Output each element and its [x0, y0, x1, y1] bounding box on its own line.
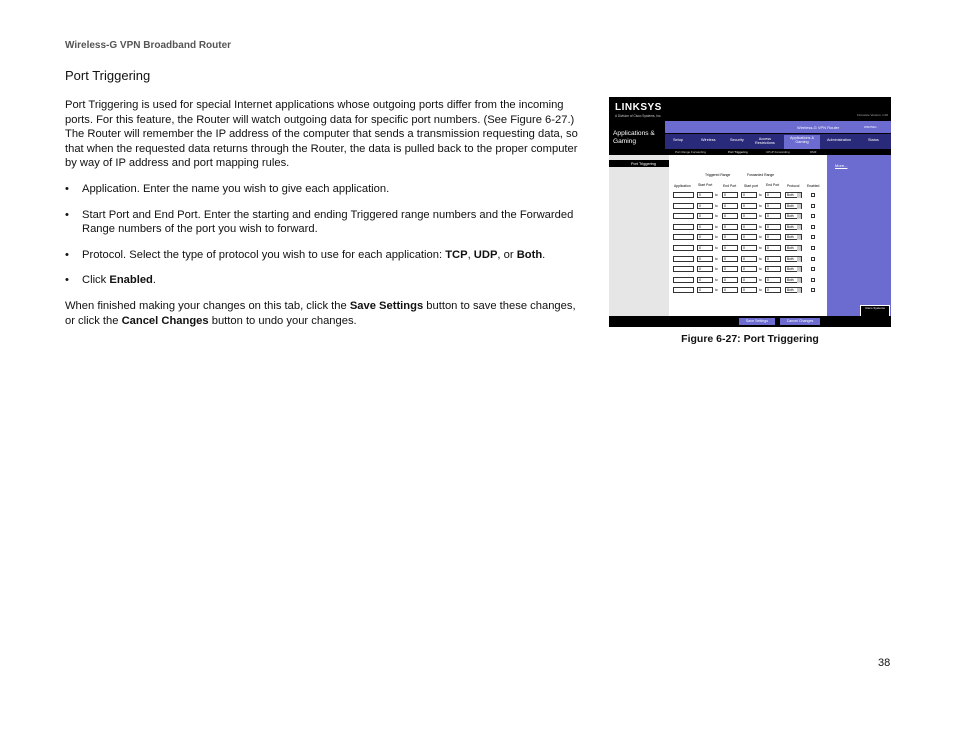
firmware-version: Firmware Version: 1.00 — [857, 113, 888, 117]
enabled-checkbox[interactable] — [811, 193, 815, 197]
end-port-input[interactable]: 0 — [722, 203, 738, 209]
application-input[interactable] — [673, 245, 694, 251]
linksys-logo: LINKSYS — [615, 102, 662, 113]
enabled-checkbox[interactable] — [811, 288, 815, 292]
bold-cancel-changes: Cancel Changes — [121, 314, 209, 327]
chevron-down-icon — [797, 267, 801, 272]
tab-label: Applications & — [789, 136, 815, 140]
separator: , — [467, 248, 474, 261]
start-port-input[interactable]: 0 — [697, 245, 713, 251]
save-settings-button[interactable]: Save Settings — [739, 318, 775, 325]
bullet-dot: • — [65, 274, 69, 287]
to-label: to — [715, 203, 718, 208]
page-number: 38 — [878, 657, 891, 669]
period: . — [152, 274, 156, 287]
tab-wireless[interactable]: Wireless — [701, 138, 716, 142]
product-band — [665, 121, 891, 133]
start-port-input[interactable]: 0 — [697, 234, 713, 240]
forward-end-input[interactable]: 0 — [765, 266, 781, 272]
protocol-value: Both — [787, 246, 794, 250]
enabled-checkbox[interactable] — [811, 257, 815, 261]
tab-setup[interactable]: Setup — [673, 138, 683, 142]
forward-end-input[interactable]: 0 — [765, 203, 781, 209]
start-port-input[interactable]: 0 — [697, 224, 713, 230]
cancel-changes-button[interactable]: Cancel Changes — [780, 318, 820, 325]
enabled-checkbox[interactable] — [811, 225, 815, 229]
to-label: to — [759, 256, 762, 261]
intro-paragraph: Port Triggering is used for special Internet applications whose outgoing ports differ from the incoming ports. For this feature, the Router will watch outgoing data for specific port numbers. (See Figure 6-27.) The Router will remember the IP address of the computer that sends a transmission requesting data, so that when the requested data returns through the Router, the data is pulled back to the proper computer by way of IP address and port mapping rules. — [65, 99, 578, 170]
to-label: to — [715, 193, 718, 197]
subtab-dmz[interactable]: DMZ — [810, 150, 817, 154]
application-input[interactable] — [673, 277, 694, 283]
end-port-input[interactable]: 0 — [722, 256, 738, 262]
bullet-text: Click — [82, 274, 110, 287]
column-header-end-port: End Port — [723, 184, 737, 188]
end-port-input[interactable]: 0 — [722, 224, 738, 230]
tab-label: Access — [758, 137, 772, 141]
to-label: to — [715, 288, 718, 293]
closing-text: When finished making your changes on this tab, click the — [65, 299, 350, 312]
bullet-text: Start Port and End Port. Enter the starting and ending Triggered range numbers and the Forwarded Range numbers of the port you wish to forward. — [82, 208, 574, 236]
protocol-select[interactable] — [785, 287, 802, 293]
chevron-down-icon — [797, 246, 801, 251]
enabled-checkbox[interactable] — [811, 278, 815, 282]
chevron-down-icon — [797, 193, 801, 198]
end-port-input[interactable]: 0 — [722, 287, 738, 293]
end-port-input[interactable]: 0 — [722, 234, 738, 240]
start-port-input[interactable]: 0 — [697, 266, 713, 272]
forward-end-input[interactable]: 0 — [765, 224, 781, 230]
column-header-enabled: Enabled — [807, 184, 820, 188]
bold-tcp: TCP — [445, 248, 468, 261]
chevron-down-icon — [797, 278, 801, 283]
column-header-forward-end: End Port — [766, 183, 780, 187]
figure-caption: Figure 6-27: Port Triggering — [681, 333, 819, 345]
forward-start-input[interactable]: 0 — [741, 266, 757, 272]
forward-start-input[interactable]: 0 — [741, 192, 757, 198]
to-label: to — [759, 203, 762, 208]
table-row — [673, 223, 827, 231]
bullet-dot: • — [65, 248, 69, 261]
column-header-start-port: Start Port — [698, 183, 713, 187]
forward-start-input[interactable]: 0 — [741, 287, 757, 293]
section-title: Port Triggering — [65, 68, 151, 83]
end-port-input[interactable]: 0 — [722, 192, 738, 198]
forward-start-input[interactable]: 0 — [741, 203, 757, 209]
protocol-select[interactable] — [785, 266, 802, 272]
logo-subtitle: A Division of Cisco Systems, Inc. — [615, 114, 662, 118]
period: . — [542, 248, 546, 261]
chevron-down-icon — [797, 225, 801, 230]
chevron-down-icon — [797, 204, 801, 209]
protocol-select[interactable] — [785, 224, 802, 230]
start-port-input[interactable]: 0 — [697, 277, 713, 283]
table-row — [673, 255, 827, 263]
protocol-select[interactable] — [785, 192, 802, 198]
enabled-checkbox[interactable] — [811, 267, 815, 271]
product-name: Wireless-G VPN Router — [797, 125, 840, 130]
bold-save-settings: Save Settings — [349, 299, 424, 312]
table-row — [673, 191, 827, 199]
table-row — [673, 265, 827, 273]
application-input[interactable] — [673, 287, 694, 293]
router-screenshot-figure — [609, 97, 891, 327]
protocol-value: Both — [787, 277, 794, 282]
to-label: to — [759, 267, 762, 272]
to-label: to — [715, 277, 718, 282]
left-panel-label: Port Triggering — [631, 161, 656, 166]
forward-start-input[interactable]: 0 — [741, 213, 757, 219]
to-label: to — [715, 235, 718, 240]
start-port-input[interactable]: 0 — [697, 287, 713, 293]
section-name-line: Gaming — [613, 138, 637, 145]
application-input[interactable] — [673, 213, 694, 219]
to-label: to — [715, 224, 718, 229]
forward-end-input[interactable]: 0 — [765, 256, 781, 262]
to-label: to — [759, 246, 762, 250]
forward-end-input[interactable]: 0 — [765, 245, 781, 251]
subtab-port-range-forwarding[interactable]: Port Range Forwarding — [675, 150, 707, 154]
tab-access-restrictions[interactable] — [755, 137, 775, 145]
protocol-select[interactable] — [785, 277, 802, 283]
subtab-port-triggering[interactable]: Port Triggering — [728, 150, 748, 154]
application-input[interactable] — [673, 192, 694, 198]
triggered-range-header: Triggered Range — [705, 173, 731, 177]
protocol-value: Both — [787, 288, 794, 293]
end-port-input[interactable]: 0 — [722, 213, 738, 219]
tab-status[interactable]: Status — [868, 138, 879, 142]
bullet-application — [65, 182, 585, 197]
to-label: to — [715, 246, 718, 250]
start-port-input[interactable]: 0 — [697, 192, 713, 198]
protocol-value: Both — [787, 267, 794, 272]
tab-label: Gaming — [795, 140, 809, 144]
chevron-down-icon — [797, 288, 801, 293]
protocol-value: Both — [787, 235, 794, 240]
bold-enabled: Enabled — [109, 274, 153, 287]
to-label: to — [715, 214, 718, 219]
forward-end-input[interactable]: 0 — [765, 234, 781, 240]
column-header-forward-start: Start port — [744, 184, 758, 188]
forward-start-input[interactable]: 0 — [741, 277, 757, 283]
protocol-value: Both — [787, 193, 794, 197]
right-panel — [827, 155, 891, 316]
forward-start-input[interactable]: 0 — [741, 256, 757, 262]
section-name-line: Applications & — [613, 130, 655, 137]
tab-applications-gaming[interactable] — [784, 135, 820, 149]
application-input[interactable] — [673, 256, 694, 262]
forward-end-input[interactable]: 0 — [765, 213, 781, 219]
forward-end-input[interactable]: 0 — [765, 192, 781, 198]
enabled-checkbox[interactable] — [811, 235, 815, 239]
forward-start-input[interactable]: 0 — [741, 234, 757, 240]
table-row — [673, 233, 827, 241]
bullet-text: Protocol. Select the type of protocol you wish to use for each application: — [82, 248, 446, 261]
forwarded-range-header: Forwarded Range — [747, 173, 775, 177]
protocol-select[interactable] — [785, 256, 802, 262]
table-row — [673, 244, 827, 252]
protocol-select[interactable] — [785, 213, 802, 219]
to-label: to — [715, 256, 718, 261]
bullet-text: Application. Enter the name you wish to give each application. — [82, 182, 390, 195]
body-text — [65, 98, 585, 339]
model-number: WRV54G — [864, 125, 877, 129]
table-row — [673, 286, 827, 294]
forward-end-input[interactable]: 0 — [765, 277, 781, 283]
bullet-dot: • — [65, 208, 69, 221]
application-input[interactable] — [673, 224, 694, 230]
protocol-select[interactable] — [785, 234, 802, 240]
table-row — [673, 212, 827, 220]
bold-both: Both — [516, 248, 543, 261]
section-name — [613, 130, 655, 146]
to-label: to — [759, 235, 762, 240]
protocol-value: Both — [787, 203, 794, 208]
to-label: to — [759, 277, 762, 282]
application-input[interactable] — [673, 266, 694, 272]
start-port-input[interactable]: 0 — [697, 213, 713, 219]
protocol-select[interactable] — [785, 203, 802, 209]
protocol-select[interactable] — [785, 245, 802, 251]
forward-start-input[interactable]: 0 — [741, 224, 757, 230]
table-row — [673, 202, 827, 210]
to-label: to — [715, 267, 718, 272]
chevron-down-icon — [797, 214, 801, 219]
column-header-application: Application — [674, 184, 691, 188]
closing-text: button to save these changes, or click the — [65, 299, 576, 327]
bullet-ports — [65, 208, 585, 237]
tab-security[interactable]: Security — [730, 138, 744, 142]
to-label: to — [759, 214, 762, 219]
enabled-checkbox[interactable] — [811, 246, 815, 250]
more-link[interactable]: More... — [835, 163, 848, 168]
forward-end-input[interactable]: 0 — [765, 287, 781, 293]
protocol-value: Both — [787, 224, 794, 229]
left-panel — [609, 155, 669, 316]
protocol-value: Both — [787, 214, 794, 219]
forward-start-input[interactable]: 0 — [741, 245, 757, 251]
closing-paragraph — [65, 299, 585, 328]
protocol-value: Both — [787, 256, 794, 261]
closing-text: button to undo your changes. — [208, 314, 357, 327]
end-port-input[interactable]: 0 — [722, 266, 738, 272]
enabled-checkbox[interactable] — [811, 214, 815, 218]
bullet-protocol — [65, 248, 585, 263]
tab-administration[interactable]: Administration — [827, 138, 852, 142]
bullet-enabled — [65, 273, 585, 288]
to-label: to — [759, 224, 762, 229]
chevron-down-icon — [797, 235, 801, 240]
running-header: Wireless-G VPN Broadband Router — [65, 40, 232, 51]
application-input[interactable] — [673, 203, 694, 209]
cisco-logo: Cisco Systems — [860, 305, 890, 317]
bold-udp: UDP — [473, 248, 498, 261]
end-port-input[interactable]: 0 — [722, 245, 738, 251]
separator: , or — [497, 248, 517, 261]
table-row — [673, 276, 827, 284]
to-label: to — [759, 288, 762, 293]
column-header-protocol: Protocol — [787, 184, 800, 188]
application-input[interactable] — [673, 234, 694, 240]
tab-label: Restrictions — [755, 141, 775, 145]
chevron-down-icon — [797, 257, 801, 262]
main-tab-bar — [665, 134, 891, 149]
start-port-input[interactable]: 0 — [697, 256, 713, 262]
bullet-dot: • — [65, 182, 69, 195]
to-label: to — [759, 193, 762, 197]
subtab-upnp-forwarding[interactable]: UPnP Forwarding — [766, 150, 790, 154]
enabled-checkbox[interactable] — [811, 204, 815, 208]
end-port-input[interactable]: 0 — [722, 277, 738, 283]
start-port-input[interactable]: 0 — [697, 203, 713, 209]
